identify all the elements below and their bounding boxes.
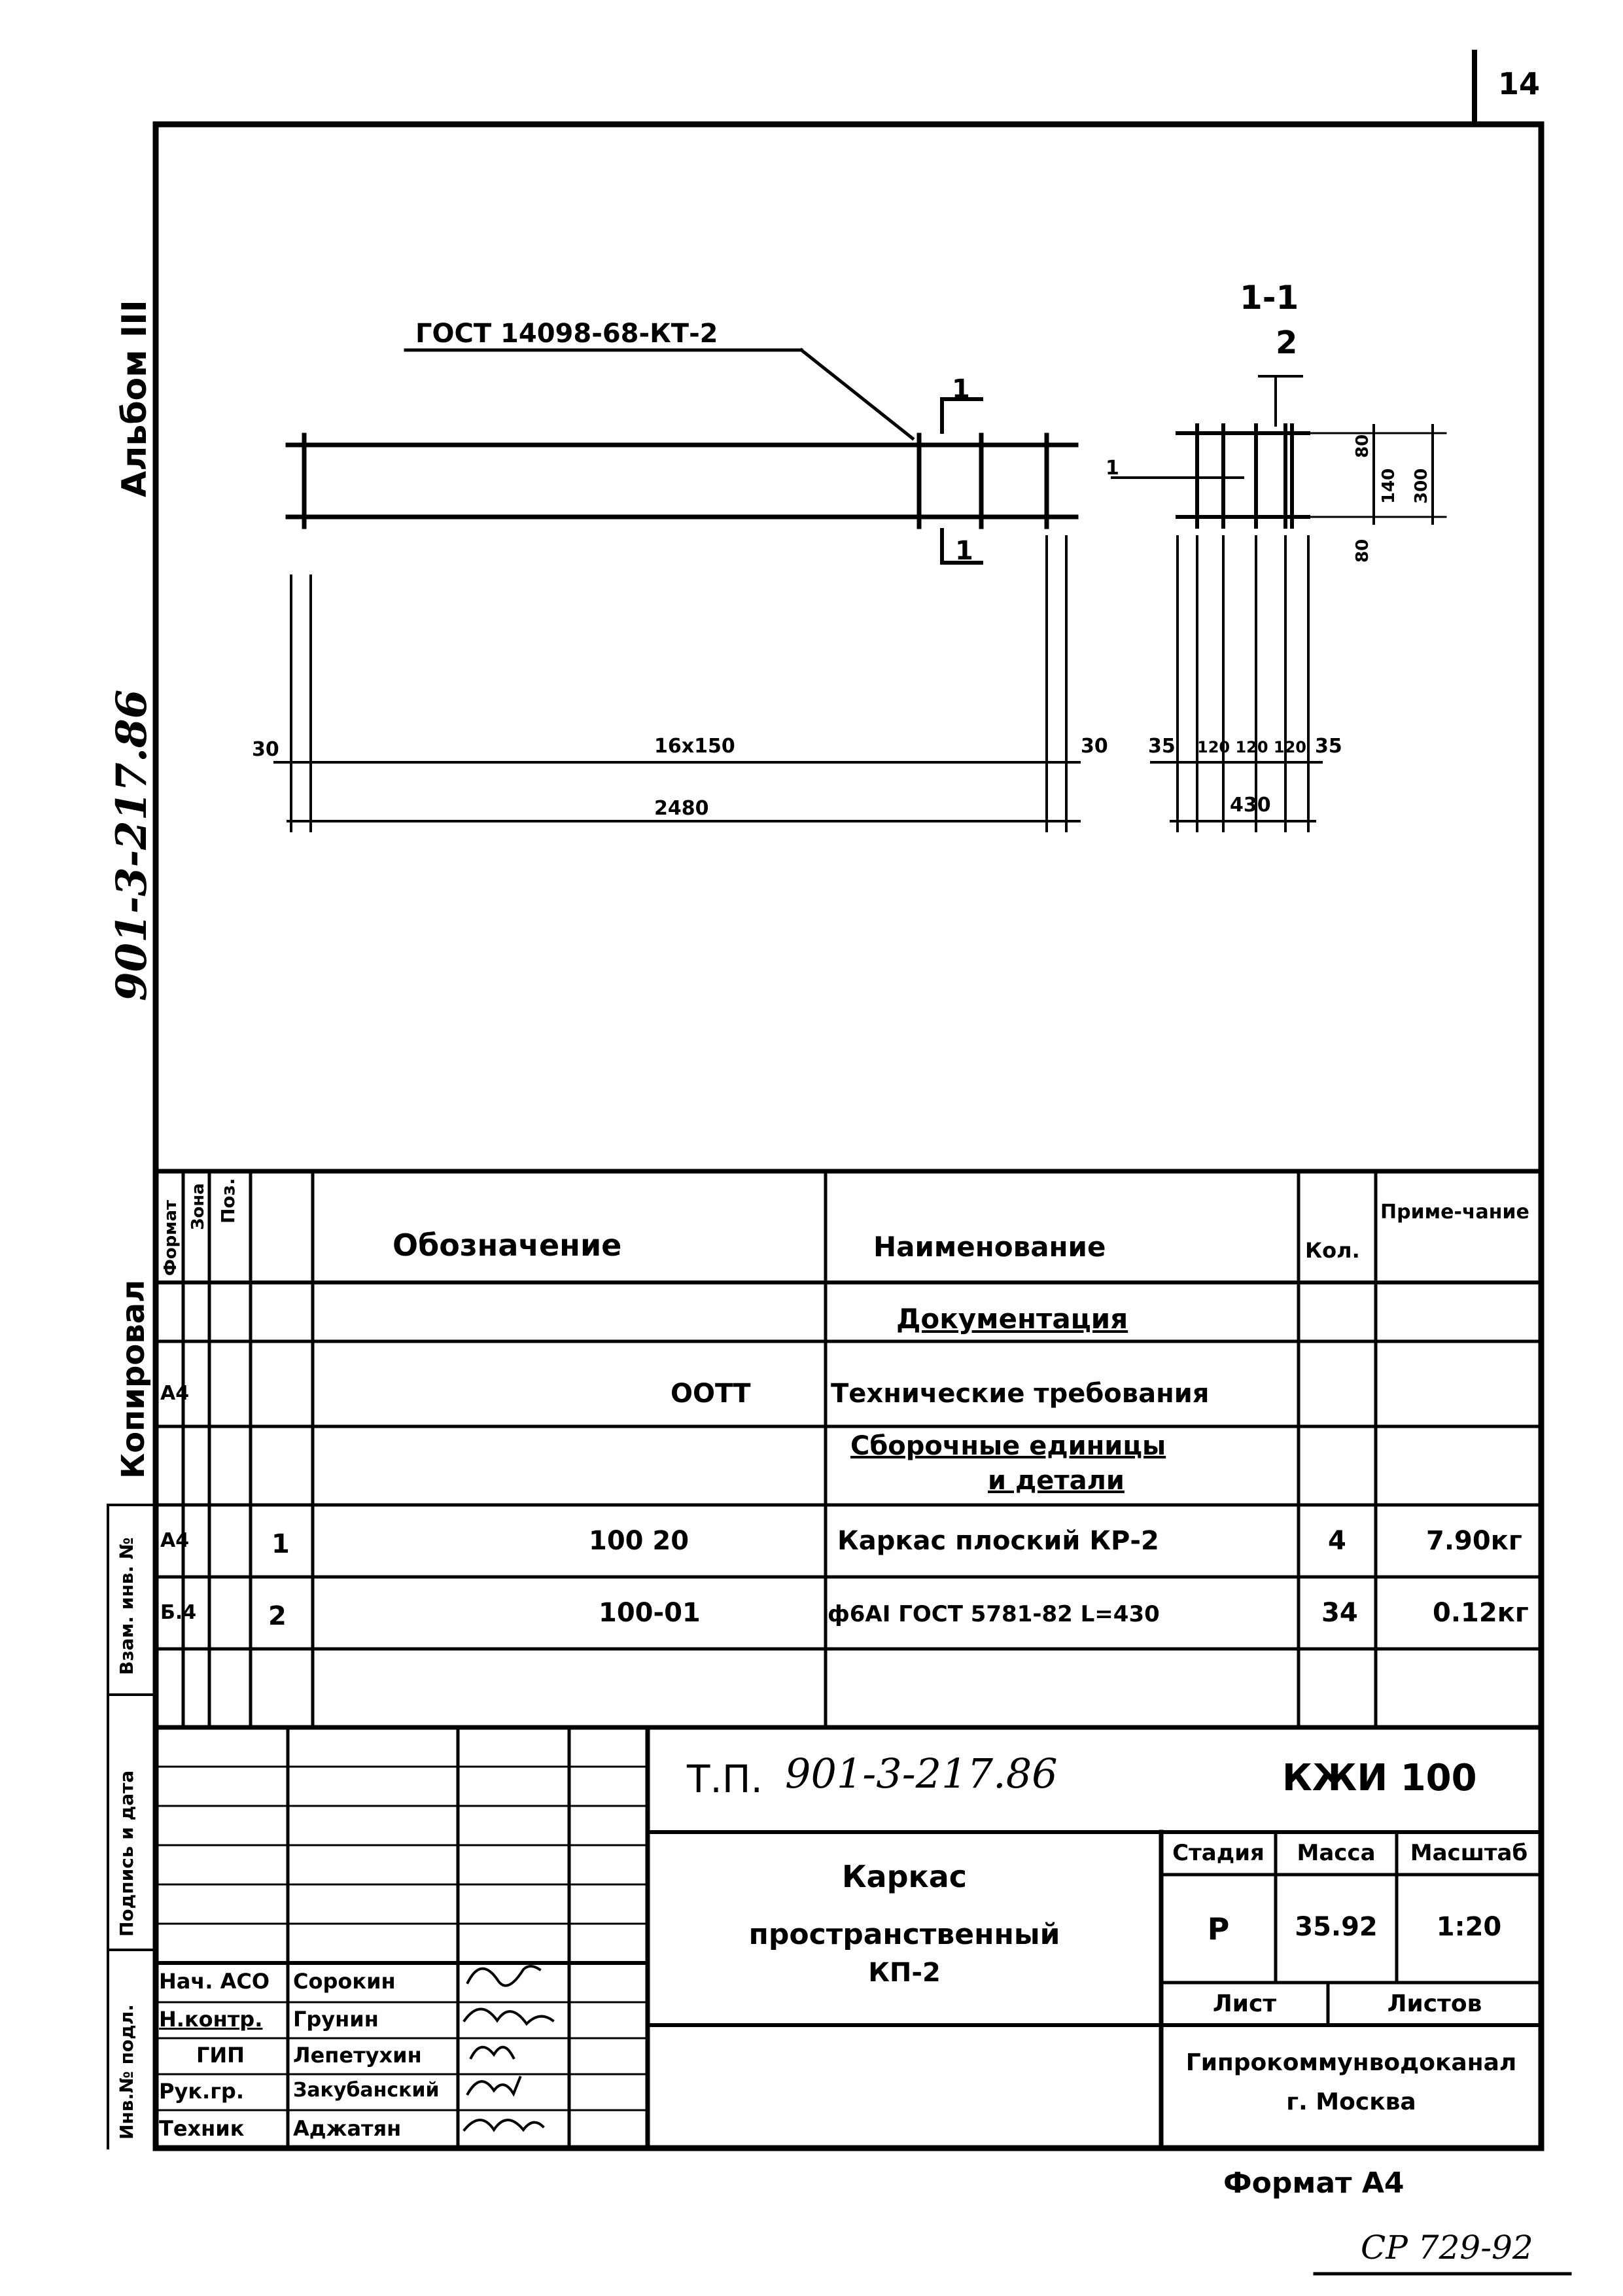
cut-mark-top: 1 [952,374,970,404]
row-designation: 100-01 [599,1598,701,1628]
row-qty: 34 [1321,1598,1358,1628]
title-line-3: КП-2 [868,1958,941,1988]
scale-label: Масштаб [1410,1840,1528,1866]
cut-mark-bottom: 1 [955,536,973,566]
album-label: Альбом III [115,300,154,497]
sec-dim-140: 140 [1379,468,1399,504]
signatory-role: Нач. АСО [159,1969,270,1994]
signature-marks [464,1966,553,2130]
title-line-2: пространственный [748,1918,1060,1951]
sec-dim-left: 35 [1148,735,1176,758]
dim-end-left: 30 [252,738,279,761]
org-line-1: Гипрокоммунводоканал [1185,2049,1517,2076]
sec-dim-total: 430 [1230,794,1271,817]
row-name: Каркас плоский КР-2 [837,1526,1159,1556]
mass-value: 35.92 [1295,1912,1378,1942]
signatory-name: Аджатян [293,2116,402,2141]
row-qty: 4 [1328,1526,1346,1556]
section-title: 1-1 [1240,279,1299,317]
sec-dim-80-top: 80 [1353,434,1372,458]
project-code: 901-3-217.86 [785,1750,1058,1797]
signatory-role: Н.контр. [159,2007,263,2032]
signatory-role: Техник [159,2116,245,2141]
sec-dim-80-bottom: 80 [1353,539,1372,563]
row-name: Сборочные единицы [850,1431,1166,1461]
row-pos: 1 [271,1529,290,1559]
stage-label: Стадия [1172,1840,1265,1866]
cage-elevation [288,435,1076,527]
row-note: 7.90кг [1426,1526,1522,1556]
sheets-label: Листов [1387,1990,1482,2017]
weld-callout: ГОСТ 14098-68-КТ-2 [415,319,718,349]
signatory-name: Грунин [293,2007,379,2032]
sign-date-label: Подпись и дата [116,1770,137,1937]
hdr-zone: Зона [188,1183,208,1230]
hdr-name: Наименование [873,1231,1106,1263]
inv-orig-label: Инв.№ подл. [116,2004,137,2140]
row-designation: 100 20 [589,1526,689,1556]
row-name: и детали [988,1466,1125,1496]
title-line-1: Каркас [841,1859,968,1894]
signatory-name: Сорокин [293,1969,396,1994]
row-format: А4 [160,1529,190,1552]
position-2-mark: 2 [1276,325,1298,361]
dim-middle: 16х150 [654,735,735,758]
sec-dim-mid: 120 120 120 [1197,738,1307,756]
cage-section [1178,425,1308,527]
copied-label: Копировал [115,1279,152,1479]
signatory-role: ГИП [196,2043,245,2068]
hdr-qty: Кол. [1305,1238,1360,1263]
org-line-2: г. Москва [1286,2089,1416,2115]
row-designation: ООТТ [671,1379,751,1409]
bottom-reference: СР 729-92 [1361,2229,1533,2267]
inv-dup-label: Взам. инв. № [116,1537,137,1675]
hdr-format: Формат [161,1199,181,1276]
sec-dim-right: 35 [1315,735,1342,758]
row-name: ф6АI ГОСТ 5781-82 L=430 [828,1601,1160,1627]
sec-label-1: 1 [1106,457,1119,480]
row-name: Технические требования [831,1379,1210,1409]
signatory-role: Рук.гр. [159,2079,244,2104]
hdr-note: Приме-чание [1380,1201,1529,1224]
row-format: Б.4 [160,1601,197,1624]
hdr-designation: Обозначение [393,1227,622,1263]
document-mark: КЖИ 100 [1282,1757,1477,1799]
mass-label: Масса [1297,1840,1376,1866]
section-documentation: Документация [896,1303,1128,1335]
row-pos: 2 [268,1601,287,1631]
sheet-number: 14 [1498,66,1541,101]
scale-value: 1:20 [1436,1912,1502,1942]
row-note: 0.12кг [1433,1598,1529,1628]
hdr-pos: Поз. [217,1178,239,1224]
code-prefix: Т.П. [687,1757,763,1801]
sec-dim-300: 300 [1412,468,1431,504]
sheet-label: Лист [1212,1990,1277,2017]
format-label: Формат А4 [1223,2166,1405,2200]
dim-end-right: 30 [1081,735,1108,758]
side-project-code: 901-3-217.86 [107,689,156,1001]
row-format: А4 [160,1382,190,1405]
stage-value: Р [1207,1911,1230,1947]
signatory-name: Закубанский [293,2079,440,2102]
signatory-name: Лепетухин [293,2043,422,2068]
dim-total: 2480 [654,797,709,820]
